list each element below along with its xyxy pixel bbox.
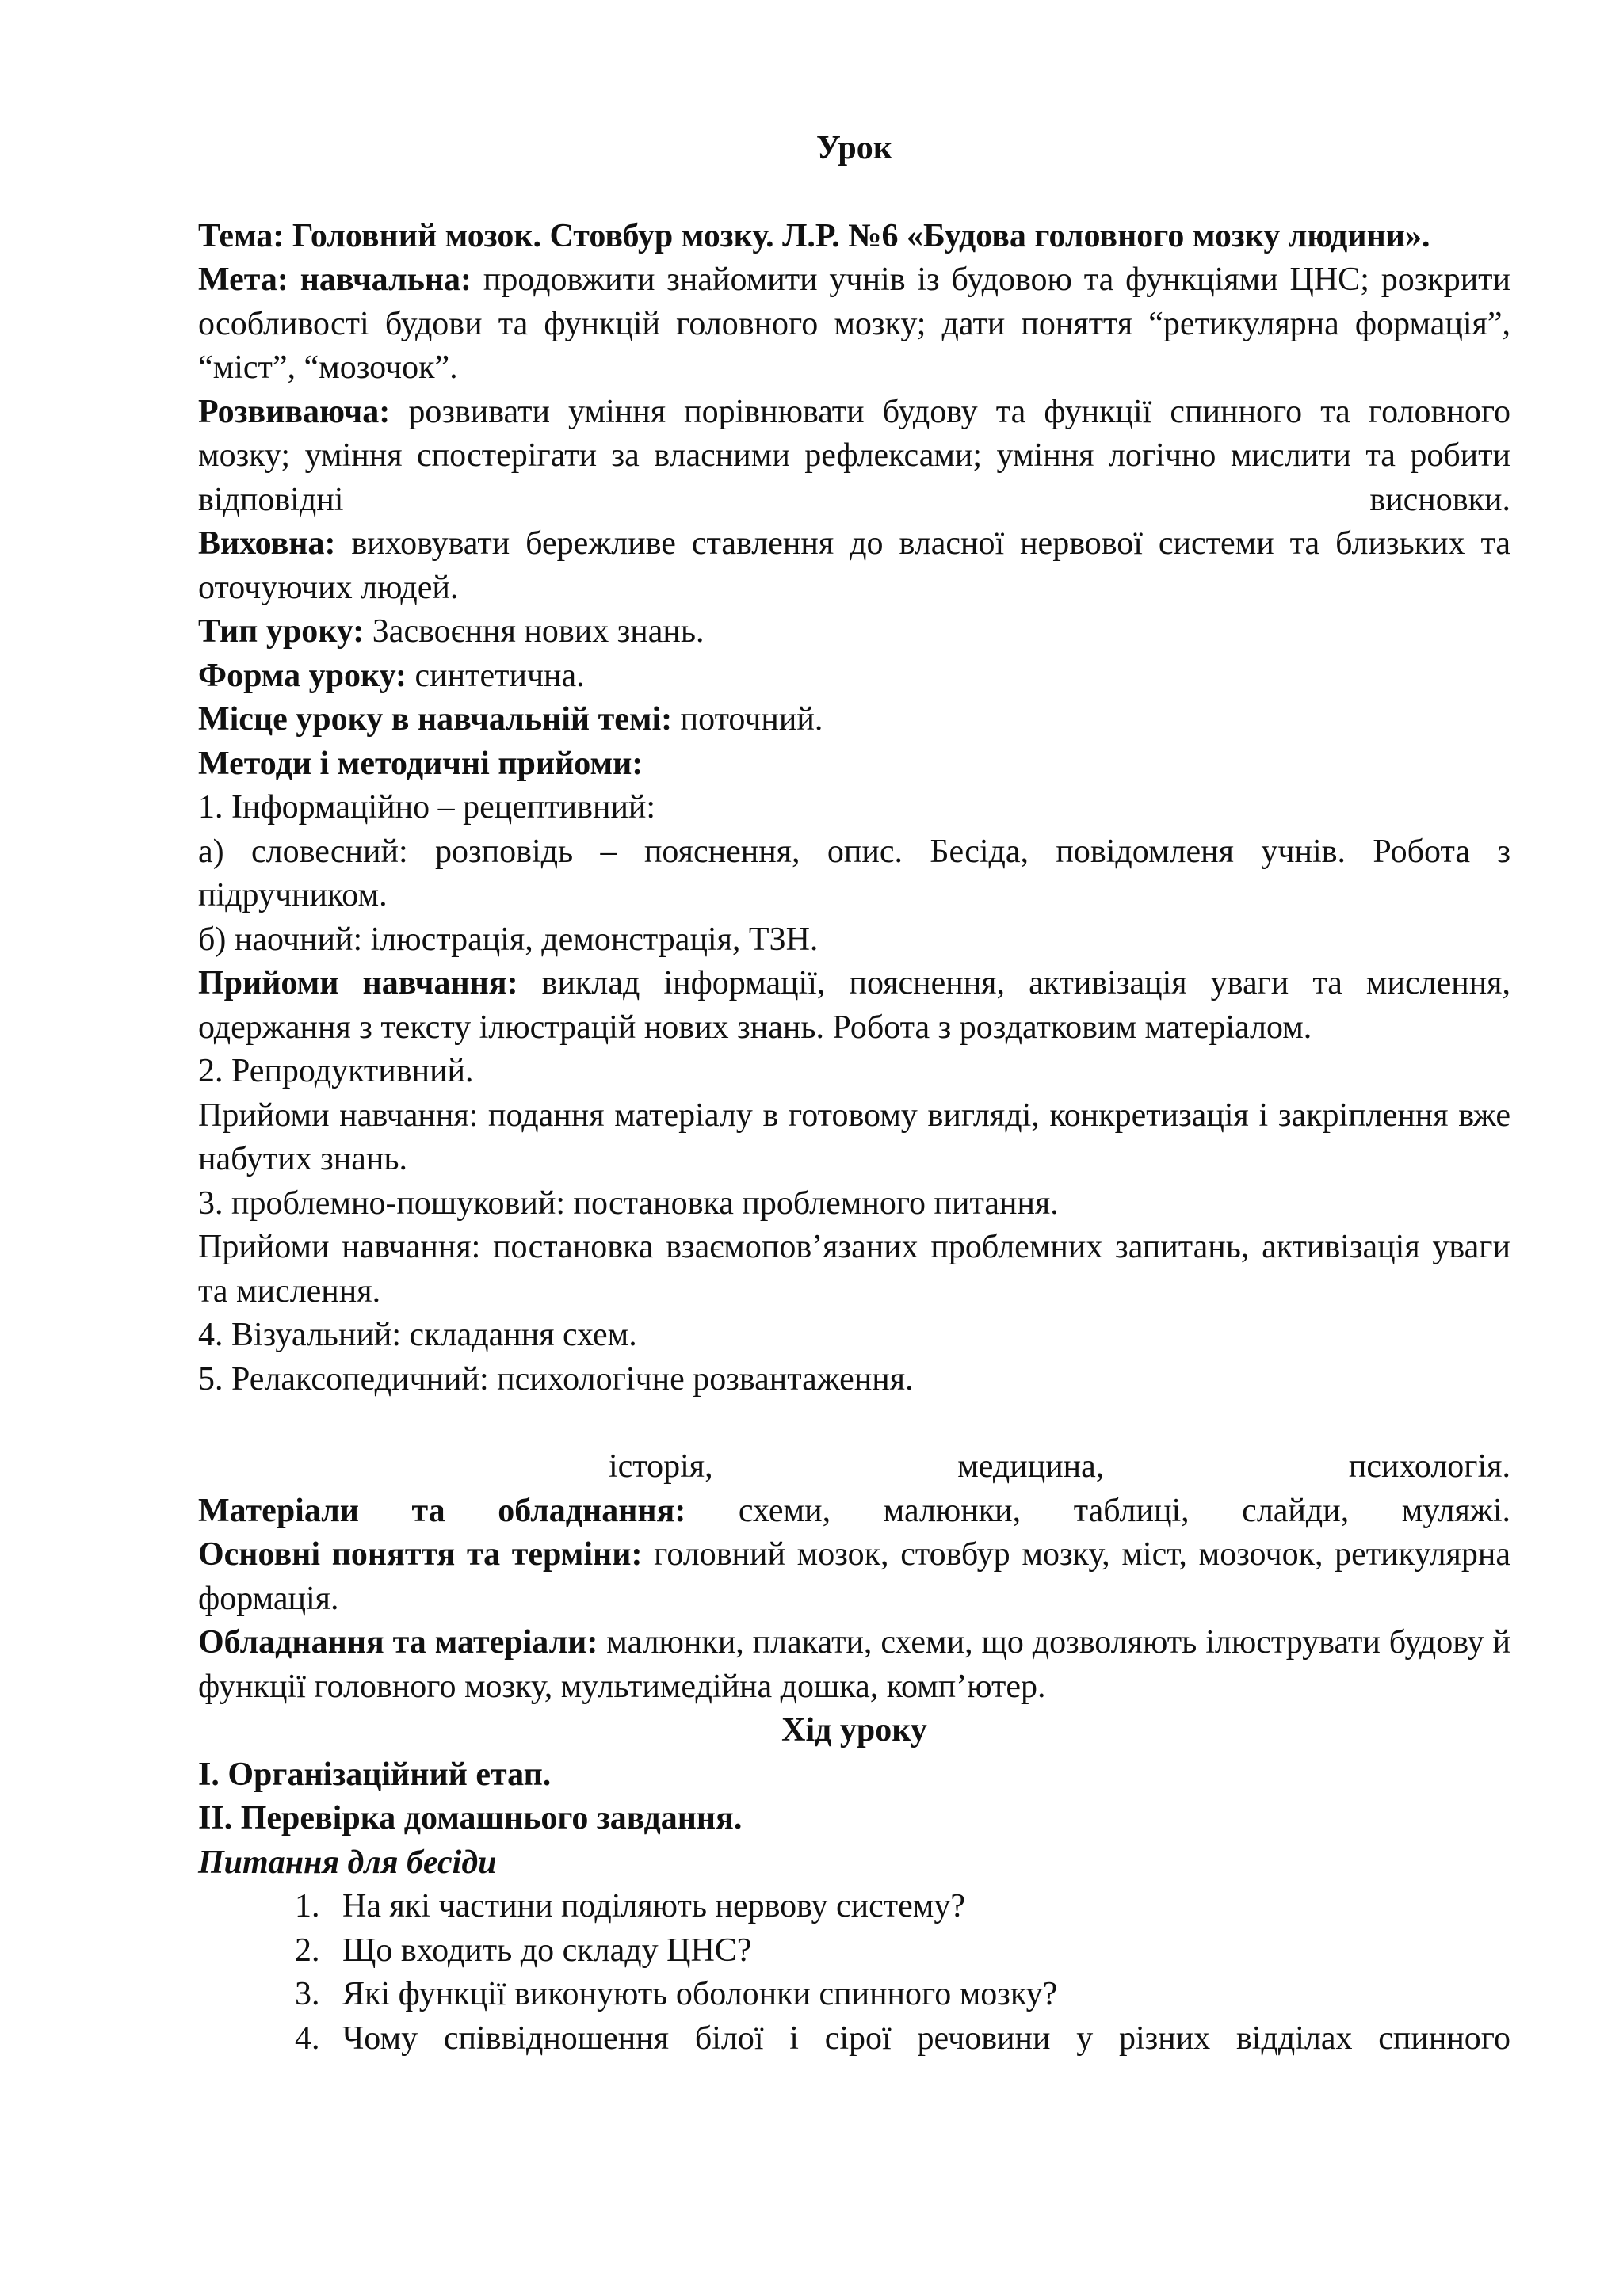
- spacer: [198, 1402, 1510, 1445]
- goal-paragraph: [198, 258, 1510, 391]
- methods-heading: Методи і методичні прийоми:: [198, 745, 643, 782]
- materials-text: схеми, малюнки, таблиці, слайди, муляжі.: [738, 1492, 1510, 1529]
- document-title: Урок: [816, 130, 892, 166]
- stage-2-heading: II. Перевірка домашнього завдання.: [198, 1800, 743, 1836]
- lesson-place-text: поточний.: [680, 701, 823, 738]
- lesson-form: [198, 654, 1510, 699]
- goal-label: Мета:: [198, 261, 288, 298]
- question-number: 2.: [295, 1932, 320, 1969]
- method-1b: б) наочний: ілюстрація, демонстрація, ТЗН.: [198, 921, 819, 958]
- goal-sublabel: навчальна:: [300, 261, 472, 298]
- question-number: 4.: [295, 2019, 320, 2057]
- equipment-label: Обладнання та матеріали:: [198, 1624, 598, 1661]
- method-3-text: Прийоми навчання: постановка взаємопов’язаних проблемних запитань, активізація уваги та мислення.: [198, 1229, 1510, 1310]
- stage-1-heading: I. Організаційний етап.: [198, 1756, 552, 1793]
- list-item: [295, 1885, 1510, 1929]
- spacer: [198, 171, 1510, 215]
- concepts-paragraph: [198, 1533, 1510, 1621]
- document-content: [198, 127, 1510, 2061]
- educational-text: виховувати бережливе ставлення до власної нервової системи та близьких та оточуючих людей.: [198, 525, 1511, 606]
- educational-label: Виховна:: [198, 525, 336, 562]
- method-5: 5. Релаксопедичний: психологічне розвантаження.: [198, 1360, 914, 1398]
- lesson-progress-heading: Хід уроку: [781, 1712, 927, 1749]
- topic-paragraph: [198, 215, 1510, 259]
- lesson-type-text: Засвоєння нових знань.: [372, 613, 705, 650]
- developing-paragraph: [198, 391, 1510, 523]
- developing-text: розвивати уміння порівнювати будову та функції спинного та головного мозку; уміння спостерігати за власними рефлексами; уміння логічно мислити та робити відповідні висновки.: [198, 393, 1511, 518]
- method-2: 2. Репродуктивний.: [198, 1053, 474, 1089]
- lesson-type-label: Тип уроку:: [198, 613, 365, 650]
- techniques-paragraph: [198, 962, 1510, 1050]
- method-1a: а) словесний: розповідь – пояснення, опис. Бесіда, повідомленя учнів. Робота з підручником.: [198, 833, 1510, 913]
- question-text: На які частини поділяють нервову систему?: [342, 1888, 966, 1924]
- topic-label: Тема:: [198, 217, 285, 254]
- question-text: Чому співвідношення білої і сірої речовини у різних відділах спинного: [342, 2019, 1510, 2057]
- materials-label: Матеріали та обладнання:: [198, 1492, 686, 1529]
- developing-label: Розвиваюча:: [198, 393, 391, 430]
- lesson-form-label: Форма уроку:: [198, 657, 407, 694]
- lesson-place: [198, 698, 1510, 742]
- educational-paragraph: [198, 522, 1510, 610]
- goal-text: продовжити знайомити учнів із будовою та функціями ЦНС; розкрити особливості будови та функцій головного мозку; дати поняття “ретикулярна формація”, “міст”, “мозочок”.: [198, 261, 1511, 386]
- list-item: [295, 1973, 1510, 2017]
- techniques-label: Прийоми навчання:: [198, 965, 518, 1001]
- concepts-label: Основні поняття та терміни:: [198, 1536, 643, 1573]
- questions-list: [198, 1885, 1510, 2061]
- lesson-place-label: Місце уроку в навчальній темі:: [198, 701, 673, 738]
- method-3: 3. проблемно-пошуковий: постановка проблемного питання.: [198, 1184, 1059, 1222]
- materials-paragraph: [198, 1489, 1510, 1534]
- list-item: [295, 2017, 1510, 2061]
- question-text: Які функції виконують оболонки спинного мозку?: [342, 1976, 1058, 2012]
- interdisciplinary-line: історія, медицина, психологія.: [609, 1448, 1510, 1485]
- techniques-text: виклад інформації, пояснення, активізація уваги та мислення, одержання з тексту ілюстрацій нових знань. Робота з роздатковим матеріалом.: [198, 965, 1511, 1046]
- question-number: 1.: [295, 1888, 320, 1924]
- question-text: Що входить до складу ЦНС?: [342, 1932, 752, 1969]
- equipment-text: малюнки, плакати, схеми, що дозволяють ілюструвати будову й функції головного мозку, мультимедійна дошка, комп’ютер.: [198, 1624, 1511, 1705]
- questions-heading: Питання для бесіди: [198, 1844, 497, 1881]
- method-1: 1. Інформаційно – рецептивний:: [198, 789, 656, 826]
- equipment-paragraph: [198, 1621, 1510, 1709]
- method-4: 4. Візуальний: складання схем.: [198, 1317, 637, 1353]
- question-number: 3.: [295, 1976, 320, 2012]
- topic-text: Головний мозок. Стовбур мозку. Л.Р. №6 «Будова головного мозку людини».: [292, 217, 1430, 254]
- lesson-type: [198, 610, 1510, 654]
- lesson-form-text: синтетична.: [414, 657, 585, 694]
- method-2-text: Прийоми навчання: подання матеріалу в готовому вигляді, конкретизація і закріплення вже набутих знань.: [198, 1097, 1510, 1177]
- concepts-text: головний мозок, стовбур мозку, міст, мозочок, ретикулярна формація.: [198, 1536, 1510, 1617]
- list-item: [295, 1929, 1510, 1974]
